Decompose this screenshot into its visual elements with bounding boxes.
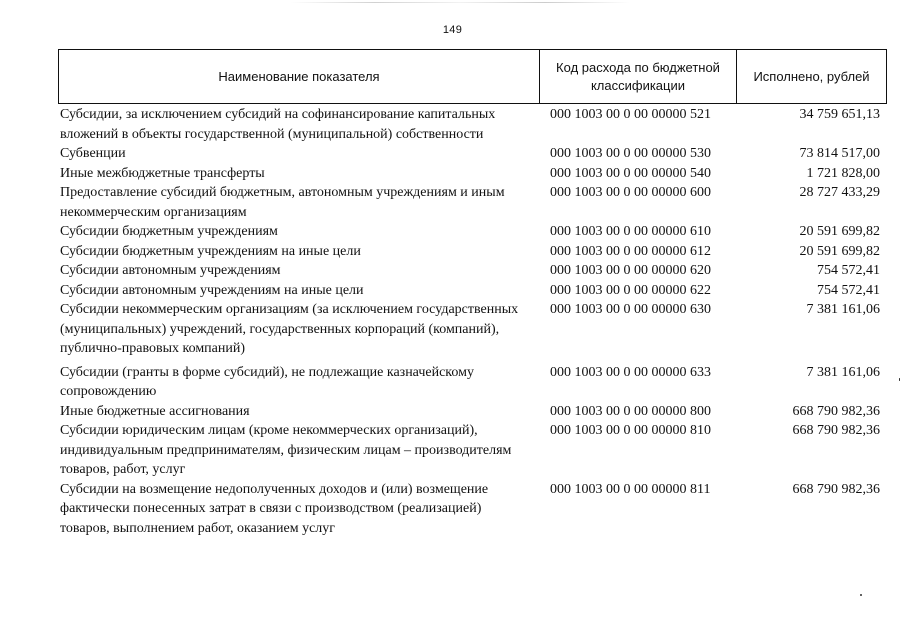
header-name: Наименование показателя: [59, 50, 540, 103]
row-code: 000 1003 00 0 00 00000 811: [550, 481, 711, 497]
row-code: 000 1003 00 0 00 00000 610: [550, 224, 711, 239]
table-row: [60, 480, 886, 539]
row-name: Иные межбюджетные трансферты: [60, 165, 265, 181]
row-amount: 20 591 699,82: [799, 243, 880, 259]
scan-speck: [899, 378, 900, 381]
row-name: Субсидии юридическим лицам (кроме некоммерческих организаций), индивидуальным предпринимателям, физическим лицам – производителям товаров, работ, услуг: [60, 423, 512, 477]
row-code: 000 1003 00 0 00 00000 540: [550, 165, 711, 181]
row-name: Субсидии бюджетным учреждениям: [60, 224, 278, 239]
row-amount: 20 591 699,82: [799, 224, 880, 239]
scan-speck: [860, 594, 862, 596]
table-row: [60, 300, 886, 359]
table-row: [60, 183, 886, 222]
row-name: Субсидии, за исключением субсидий на софинансирование капитальных вложений в объекты государственной (муниципальной) собственности: [60, 107, 496, 142]
row-name: Субсидии автономным учреждениям: [60, 263, 281, 278]
table-row: [60, 144, 886, 164]
row-name: Субсидии некоммерческим организациям (за исключением государственных (муниципальных) учреждений, государственных корпораций (компаний), публично-правовых компаний): [60, 302, 519, 356]
table-row: [60, 281, 886, 301]
row-name: Субвенции: [60, 146, 126, 161]
table-row: [60, 164, 886, 184]
row-code: 000 1003 00 0 00 00000 600: [550, 185, 711, 200]
row-code: 000 1003 00 0 00 00000 800: [550, 403, 711, 419]
row-amount: 668 790 982,36: [792, 423, 880, 438]
page-number: 149: [442, 24, 463, 36]
row-code: 000 1003 00 0 00 00000 630: [550, 302, 711, 317]
row-name: Субсидии автономным учреждениям на иные цели: [60, 282, 364, 298]
table-row: [60, 222, 886, 242]
scan-artifact-line: [290, 2, 630, 3]
row-code: 000 1003 00 0 00 00000 810: [550, 423, 711, 438]
header-amount: Исполнено, рублей: [753, 69, 870, 84]
row-amount: 668 790 982,36: [792, 481, 880, 497]
row-name: Субсидии бюджетным учреждениям на иные цели: [60, 243, 361, 259]
table-row: [60, 402, 886, 422]
row-code: 000 1003 00 0 00 00000 622: [550, 282, 711, 298]
row-amount: 28 727 433,29: [799, 185, 880, 200]
header-code: Код расхода по бюджетной классификации: [540, 50, 737, 103]
row-code: 000 1003 00 0 00 00000 521: [550, 107, 711, 122]
table-body: [60, 105, 886, 538]
row-amount: 668 790 982,36: [792, 403, 880, 419]
table-header: [58, 49, 887, 104]
row-amount: 7 381 161,06: [806, 302, 880, 317]
table-row: [60, 363, 886, 402]
row-code: 000 1003 00 0 00 00000 530: [550, 146, 711, 161]
row-code: 000 1003 00 0 00 00000 633: [550, 364, 711, 380]
row-amount: 1 721 828,00: [806, 165, 880, 181]
row-amount: 754 572,41: [817, 263, 880, 278]
row-amount: 34 759 651,13: [799, 107, 880, 122]
row-code: 000 1003 00 0 00 00000 612: [550, 243, 711, 259]
row-name: Субсидии (гранты в форме субсидий), не подлежащие казначейскому сопровождению: [60, 364, 474, 399]
table-row: [60, 105, 886, 144]
row-amount: 7 381 161,06: [806, 364, 880, 380]
row-code: 000 1003 00 0 00 00000 620: [550, 263, 711, 278]
row-name: Предоставление субсидий бюджетным, автономным учреждениям и иным некоммерческим организациям: [60, 185, 505, 220]
row-amount: 754 572,41: [817, 282, 880, 298]
table-row: [60, 421, 886, 480]
table-row: [60, 242, 886, 262]
row-name: Субсидии на возмещение недополученных доходов и (или) возмещение фактически понесенных затрат в связи с производством (реализацией) товаров, выполнением работ, оказанием услуг: [60, 481, 489, 536]
row-name: Иные бюджетные ассигнования: [60, 403, 250, 419]
row-amount: 73 814 517,00: [799, 146, 880, 161]
table-row: [60, 261, 886, 281]
